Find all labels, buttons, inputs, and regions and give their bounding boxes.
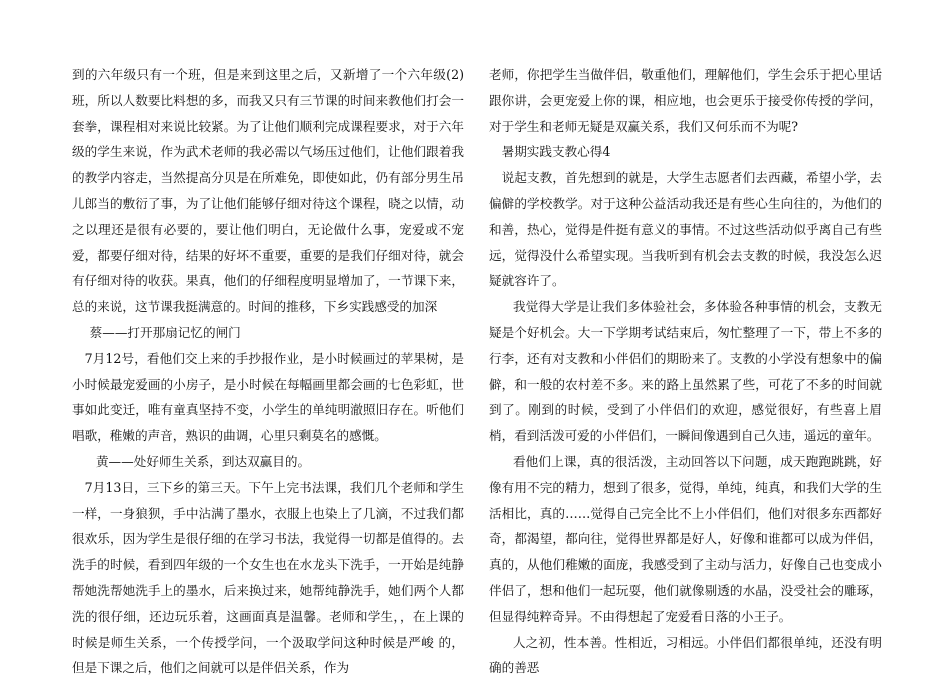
left-column	[72, 62, 464, 676]
paragraph: 看他们上课，真的很活泼，主动回答以下问题，成天跑跑跳跳，好像有用不完的精力，想到了很多，觉得，单纯，纯真，和我们大学的生活相比，真的……觉得自己完全比不上小伴侣们，他们对很多东西都好奇，都渴望，都向往，觉得世界都是好人，好像和谁都可以成为伴侣，真的，从他们稚嫩的面庞，我感受到了主动与活力，好像自己也变成小伴侣了，想和他们一起玩耍，他们就像剔透的水晶，没受社会的雕琢，但显得纯粹奇异。不由得想起了宠爱看日落的小王子。	[489, 453, 882, 624]
paragraph: 7月13日，三下乡的第三天。下午上完书法课，我们几个老师和学生一样，一身狼狈，手中沾满了墨水，衣服上也染上了几滴，不过我们都很欢乐，因为学生是很仔细的在学习书法，我觉得一切都是值得的。去洗手的时候，看到四年级的一个女生也在水龙头下洗手，一开始是纯静帮她洗帮她洗手上的墨水，后来换过来，她帮纯静洗手，她们两个人都洗的很仔细，还边玩乐着，这画面真是温馨。老师和学生，，在上课的时候是师生关系，一个传授学问，一个汲取学问这种时候是严峻 的，但是下课之后，他们之间就可以是伴侣关系，作为	[72, 479, 464, 676]
section-heading: 黄——处好师生关系，到达双赢目的。	[95, 453, 311, 469]
paragraph: 7月12号，看他们交上来的手抄报作业，是小时候画过的苹果树，是小时候最宠爱画的小房子，是小时候在每幅画里都会画的七色彩虹，世事如此变迁，唯有童真坚持不变，小学生的单纯明澈照旧存在。听他们唱歌，稚嫩的声音，熟识的曲调，心里只剩莫名的感慨。	[72, 350, 464, 444]
paragraph: 我觉得大学是让我们多体验社会，多体验各种事情的机会，支教无疑是个好机会。大一下学期考试结束后，匆忙整理了一下，带上不多的行李，还有对支教和小伴侣们的期盼来了。支教的小学没有想象中的偏僻，和一般的农村差不多。来的路上虽然累了些，可花了不多的时间就到了。刚到的时候，受到了小伴侣们的欢迎，感觉很好，有些喜上眉梢，看到活泼可爱的小伴侣们，一瞬间像遇到自己久违，遥远的童年。	[489, 299, 882, 444]
paragraph: 到的六年级只有一个班，但是来到这里之后，又新增了一个六年级(2)班，所以人数要比料想的多，而我又只有三节课的时间来教他们打会一套拳，课程相对来说比较紧。为了让他们顺利完成课程要求，对于六年级的学生来说，作为武术老师的我必需以气场压过他们，让他们跟着我的教学内容走，当然提高分贝是在所难免，即使如此，仍有部分男生吊儿郎当的敷衍了事，为了让他们能够仔细对待这个课程，晓之以情，动之以理还是很有必要的，要让他们明白，无论做什么事，宠爱或不宠爱，都要仔细对待，结果的好坏不重要，重要的是我们仔细对待，就会有仔细对待的收获。果真，他们的仔细程度明显增加了，一节课下来，总的来说，这节课我挺满意的。时间的推移，下乡实践感受的加深	[72, 67, 464, 315]
section-heading: 蔡——打开那扇记忆的闸门	[89, 324, 241, 340]
paragraph: 说起支教，首先想到的就是，大学生志愿者们去西藏，希望小学，去偏僻的学校教学。对于这种公益活动我还是有些心生向往的，为他们的和善，热心，觉得是件挺有意义的事情。不过这些活动似乎离自己有些远，觉得没什么希望实现。当我听到有机会去支教的时候，我没怎么迟疑就容许了。	[489, 170, 882, 289]
right-column	[489, 62, 882, 676]
paragraph: 人之初，性本善。性相近，习相远。小伴侣们都很单纯，还没有明确的善恶	[489, 634, 882, 676]
paragraph: 老师，你把学生当做伴侣，敬重他们，理解他们，学生会乐于把心里话跟你讲，会更宠爱上你的课，相应地，也会更乐于接受你传授的学问，对于学生和老师无疑是双赢关系，我们又何乐而不为呢?	[489, 67, 882, 134]
section-heading: 暑期实践支教心得4	[501, 144, 611, 160]
